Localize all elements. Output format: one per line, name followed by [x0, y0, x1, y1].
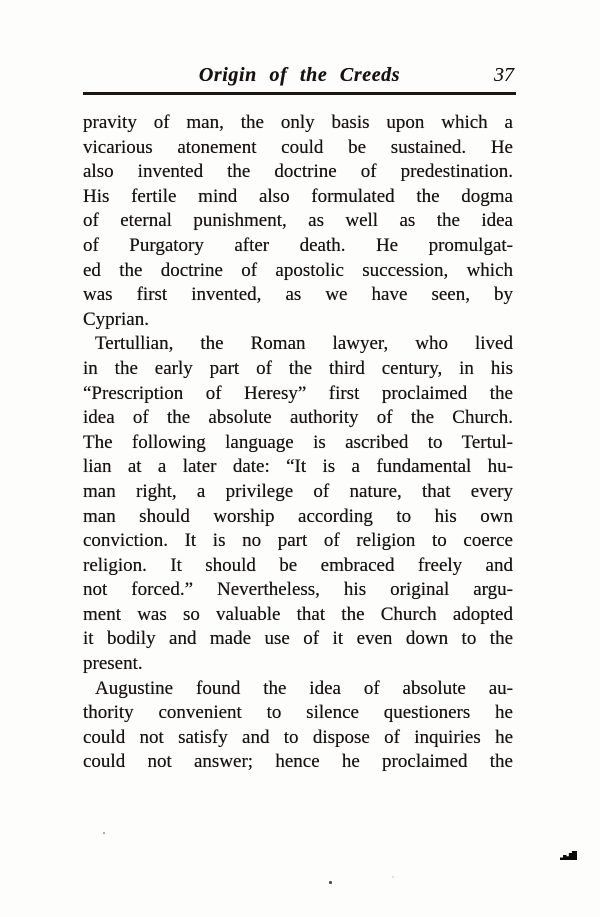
text-line: lian at a later date: “It is a fundamental hu- — [83, 456, 513, 478]
page-number: 37 — [494, 64, 514, 86]
ink-blot-artifact — [560, 851, 577, 860]
paragraph-2 — [83, 332, 513, 676]
text-line: could not answer; hence he proclaimed the — [83, 751, 513, 773]
text-line: pravity of man, the only basis upon which a — [83, 112, 513, 133]
header-rule — [83, 92, 516, 95]
running-head-title: Origin of the Creeds — [198, 64, 401, 86]
text-line: not forced.” Nevertheless, his original argu- — [83, 579, 513, 601]
text-line: could not satisfy and to dispose of inquiries he — [83, 726, 513, 748]
running-head — [83, 62, 516, 90]
text-line: of eternal punishment, as well as the idea — [83, 210, 513, 232]
scan-speck — [103, 832, 105, 834]
text-line: present. — [83, 653, 143, 675]
text-line: conviction. It is no part of religion to coerce — [83, 530, 513, 552]
text-line: The following language is ascribed to Tertul- — [83, 431, 513, 453]
text-line: thority convenient to silence questioners he — [83, 702, 513, 724]
text-line: His fertile mind also formulated the dogma — [83, 185, 513, 207]
text-line: of Purgatory after death. He promulgat- — [83, 234, 513, 256]
text-line: man should worship according to his own — [83, 505, 513, 527]
paragraph-3 — [83, 677, 513, 775]
text-line: ment was so valuable that the Church adopted — [83, 603, 513, 625]
text-line: ed the doctrine of apostolic succession, which — [83, 259, 513, 281]
body-text — [83, 111, 513, 775]
text-line: Cyprian. — [83, 308, 149, 330]
paragraph-1 — [83, 111, 513, 332]
text-line: it bodily and made use of it even down to the — [83, 628, 513, 650]
text-line: was first invented, as we have seen, by — [83, 284, 513, 306]
text-line: Tertullian, the Roman lawyer, who lived — [95, 333, 513, 355]
text-line: religion. It should be embraced freely and — [83, 554, 513, 576]
text-line: “Prescription of Heresy” first proclaimed the — [83, 382, 513, 404]
scan-speck — [329, 881, 332, 884]
text-line: man right, a privilege of nature, that every — [83, 480, 513, 502]
text-line: in the early part of the third century, in his — [83, 357, 513, 379]
text-line: also invented the doctrine of predestination. — [83, 161, 513, 183]
text-line: Augustine found the idea of absolute au- — [95, 677, 513, 699]
text-line: vicarious atonement could be sustained. He — [83, 136, 513, 158]
text-line: idea of the absolute authority of the Church. — [83, 407, 513, 429]
scan-speck — [392, 876, 394, 878]
